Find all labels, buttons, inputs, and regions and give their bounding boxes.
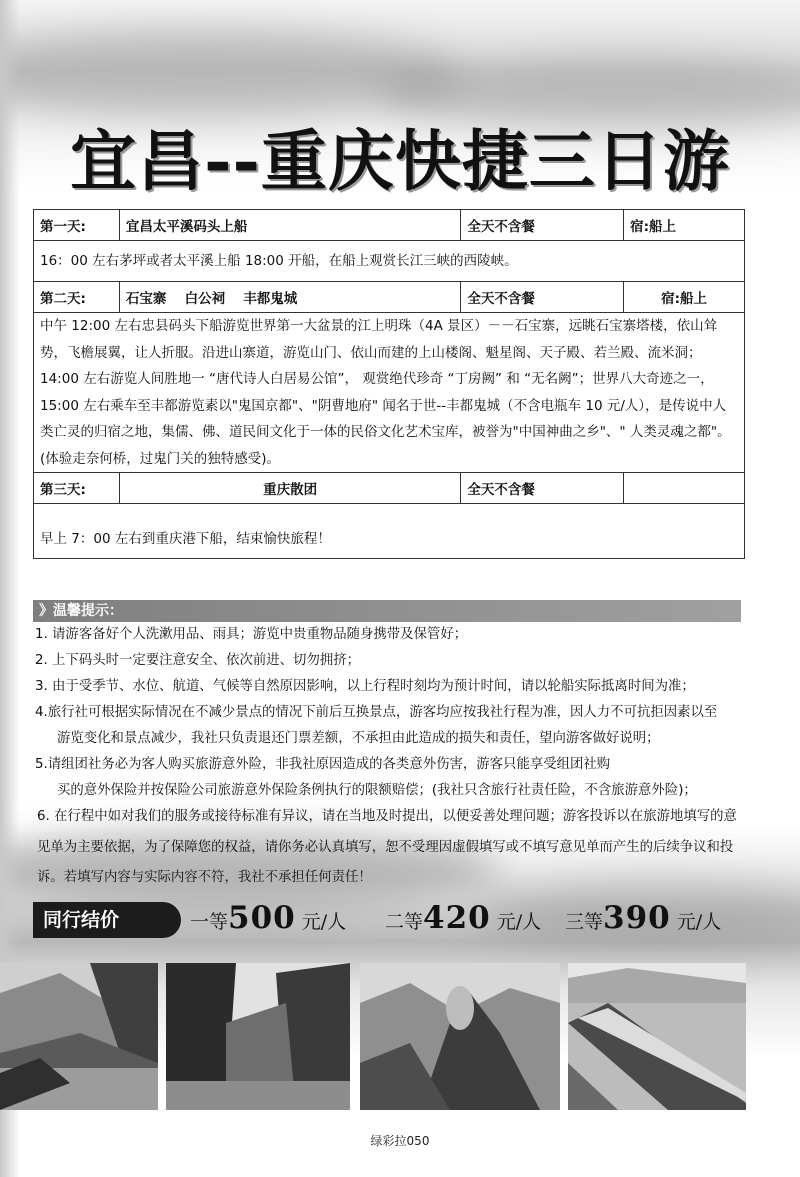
- tier3-unit: 元/人: [676, 911, 722, 933]
- day3-label: 第三天:: [34, 473, 120, 504]
- tier1-unit: 元/人: [301, 911, 347, 933]
- tips-list: [35, 622, 747, 804]
- tip-5-line2: 买的意外保险并按保险公司旅游意外保险条例执行的限额赔偿；(我社只含旅行社责任险，不含旅游意外险)；: [57, 783, 697, 798]
- day1-lodging: 宿:船上: [624, 210, 745, 241]
- price-label-badge: 同行结价: [33, 902, 181, 938]
- day2-header-row: [34, 282, 745, 313]
- price-tier-2: [385, 900, 541, 936]
- day3-lodging: [624, 473, 745, 504]
- price-tier-1: [190, 900, 346, 936]
- tier2-price: 420: [423, 900, 491, 936]
- day1-meals: 全天不含餐: [461, 210, 624, 241]
- tip-4-line1: 4.旅行社可根据实际情况在不减少景点的情况下前后互换景点，游客均应按我社行程为准，因人力不可抗拒因素以至: [35, 705, 718, 720]
- day1-label: 第一天:: [34, 210, 120, 241]
- page-title: 宜昌--重庆快捷三日游: [70, 122, 730, 200]
- day2-lodging: 宿:船上: [624, 282, 745, 313]
- day1-route: 宜昌太平溪码头上船: [119, 210, 460, 241]
- tip-5-line1: 5.请组团社务必为客人购买旅游意外险，非我社原因造成的各类意外伤害，游客只能享受组团社购: [35, 757, 611, 772]
- day2-meals: 全天不含餐: [461, 282, 624, 313]
- day1-description: 16：00 左右茅坪或者太平溪上船 18:00 开船，在船上观赏长江三峡的西陵峡。: [34, 241, 745, 282]
- tier3-price: 390: [603, 900, 671, 936]
- ink-mist-top: [0, 30, 460, 120]
- photo-canyon: [166, 963, 350, 1110]
- tip-3: 3. 由于受季节、水位、航道、气候等自然原因影响，以上行程时刻均为预计时间，请以轮船实际抵离时间为准；: [35, 679, 695, 694]
- day3-header-row: [34, 473, 745, 504]
- tip-4-line2: 游览变化和景点减少，我社只负责退还门票差额，不承担由此造成的损失和责任，望向游客做好说明；: [57, 731, 660, 746]
- tip-6: 6. 在行程中如对我们的服务或接待标准有异议，请在当地及时提出，以便妥善处理问题；游客投诉以在旅游地填写的意见单为主要依据，为了保障您的权益，请你务必认真填写，恕不受理因虚假填写或不填写意见单而产生的后续争议和投诉。若填写内容与实际内容不符，我社不承担任何责任！: [37, 809, 737, 885]
- tier2-name: 二等: [385, 911, 424, 933]
- price-tier-3: [565, 900, 721, 936]
- tier1-price: 500: [228, 900, 296, 936]
- day3-meals: 全天不含餐: [461, 473, 624, 504]
- photo-gorge-river: [0, 963, 158, 1110]
- day3-desc-row: [34, 504, 745, 559]
- tip-1: 1. 请游客备好个人洗漱用品、雨具；游览中贵重物品随身携带及保管好；: [35, 627, 468, 642]
- day2-desc-row: [34, 313, 745, 473]
- page-footer: 绿彩拉050: [370, 1134, 430, 1148]
- day1-header-row: [34, 210, 745, 241]
- photo-mountain-rock: [360, 963, 560, 1110]
- day2-label: 第二天:: [34, 282, 120, 313]
- day2-route: 石宝寨 白公祠 丰都鬼城: [119, 282, 460, 313]
- day2-description: 中午 12:00 左右忠县码头下船游览世界第一大盆景的江上明珠（4A 景区）－－石宝寨，远眺石宝寨塔楼，依山耸势，飞檐展翼，让人折服。沿进山寨道，游览山门、依山而建的上山楼阁、魁星阁、天子殿、若兰殿、流米洞；14:00 左右游览人间胜地一 “唐代诗人白居易公馆”， 观赏绝代珍奇 “丁房阙” 和 “无名阙”；世界八大奇迹之一，15:00 左右乘车至丰都游览素以"鬼国京都"、"阴曹地府" 闻名于世--丰都鬼城（不含电瓶车 10 元/人），是传说中人类亡灵的归宿之地，集儒、佛、道民间文化于一体的民俗文化艺术宝库，被誉为"中国神曲之乡"、" 人类灵魂之都"。(体验走奈何桥，过鬼门关的独特感受)。: [34, 313, 745, 473]
- day3-description: 早上 7：00 左右到重庆港下船，结束愉快旅程！: [34, 504, 745, 559]
- tier3-name: 三等: [565, 911, 604, 933]
- tips-heading: 》温馨提示：: [33, 600, 741, 622]
- day1-desc-row: [34, 241, 745, 282]
- itinerary-table: [33, 209, 745, 559]
- tier2-unit: 元/人: [496, 911, 542, 933]
- tip-2: 2. 上下码头时一定要注意安全、依次前进、切勿拥挤；: [35, 653, 361, 668]
- day3-route: 重庆散团: [119, 473, 460, 504]
- photo-dam: [568, 963, 746, 1110]
- tier1-name: 一等: [190, 911, 229, 933]
